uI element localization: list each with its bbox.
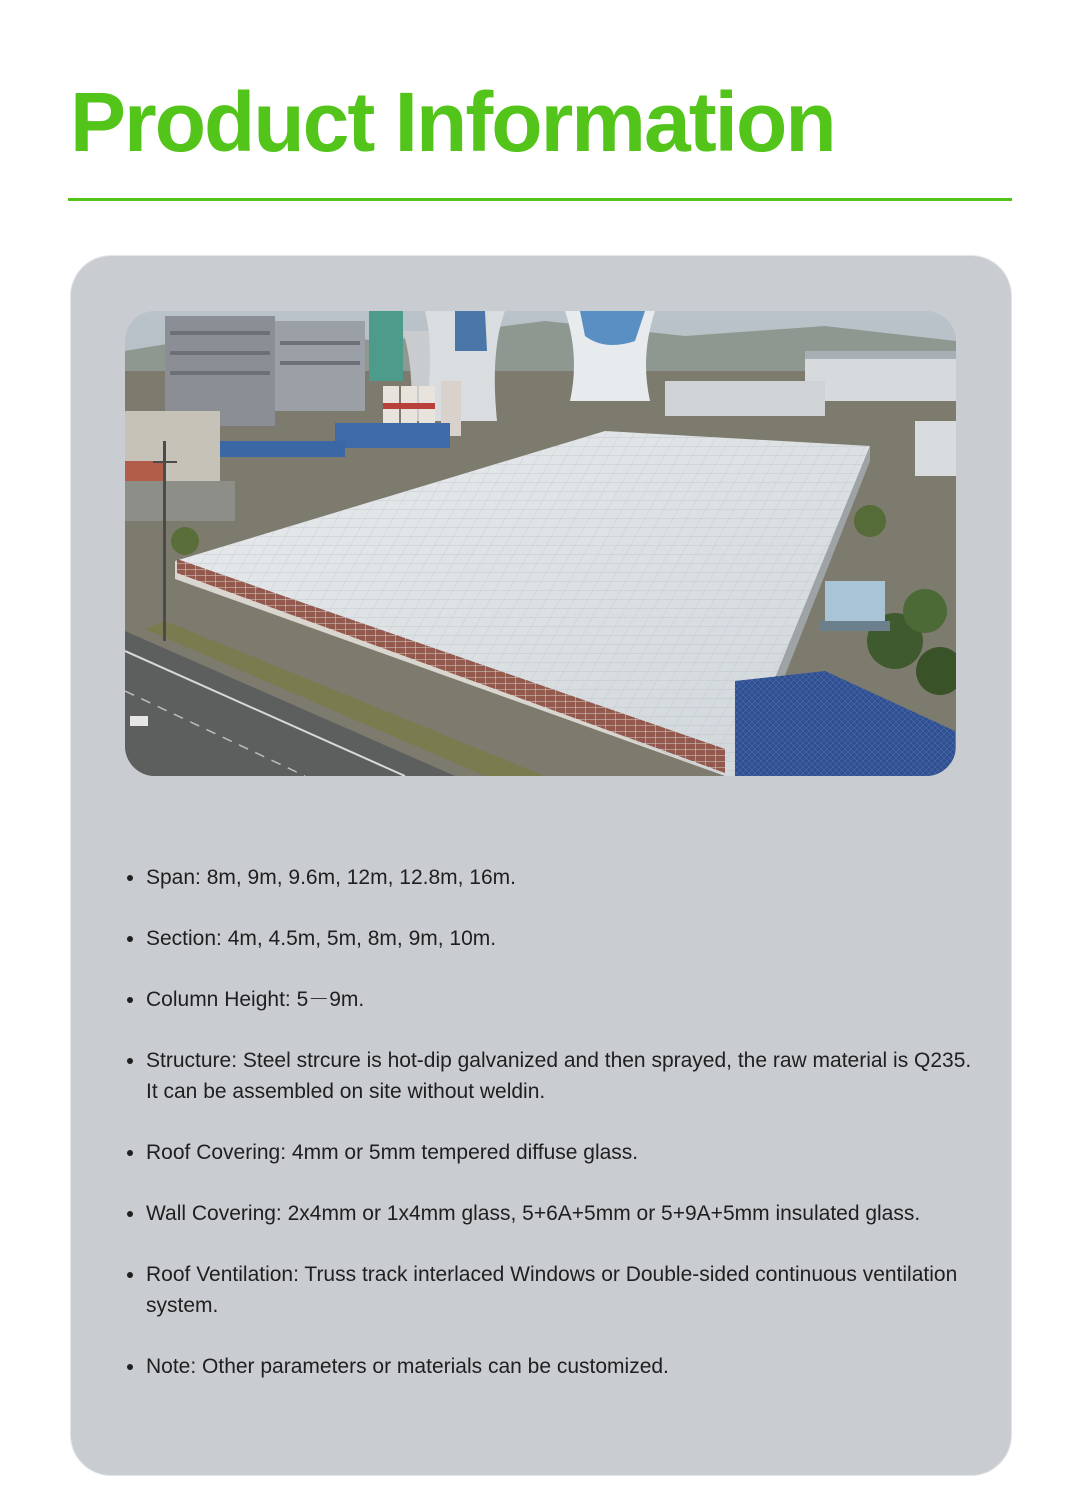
spec-item-wall-covering: Wall Covering: 2x4mm or 1x4mm glass, 5+6A+5mm or 5+9A+5mm insulated glass. bbox=[124, 1198, 974, 1229]
page-title: Product Information bbox=[70, 75, 835, 169]
spec-item-section: Section: 4m, 4.5m, 5m, 8m, 9m, 10m. bbox=[124, 923, 974, 954]
spec-item-column-height: Column Height: 5－9m. bbox=[124, 984, 974, 1015]
product-info-card bbox=[71, 256, 1011, 1475]
spec-item-roof-ventilation: Roof Ventilation: Truss track interlaced Windows or Double-sided continuous ventilation system. bbox=[124, 1259, 974, 1321]
title-divider bbox=[68, 198, 1012, 201]
spec-item-roof-covering: Roof Covering: 4mm or 5mm tempered diffuse glass. bbox=[124, 1137, 974, 1168]
greenhouse-photo bbox=[125, 311, 956, 776]
spec-item-note: Note: Other parameters or materials can be customized. bbox=[124, 1351, 974, 1382]
spec-list bbox=[124, 862, 974, 1412]
spec-item-structure: Structure: Steel strcure is hot-dip galvanized and then sprayed, the raw material is Q235. It can be assembled on site without weldin. bbox=[124, 1045, 974, 1107]
spec-item-span: Span: 8m, 9m, 9.6m, 12m, 12.8m, 16m. bbox=[124, 862, 974, 893]
